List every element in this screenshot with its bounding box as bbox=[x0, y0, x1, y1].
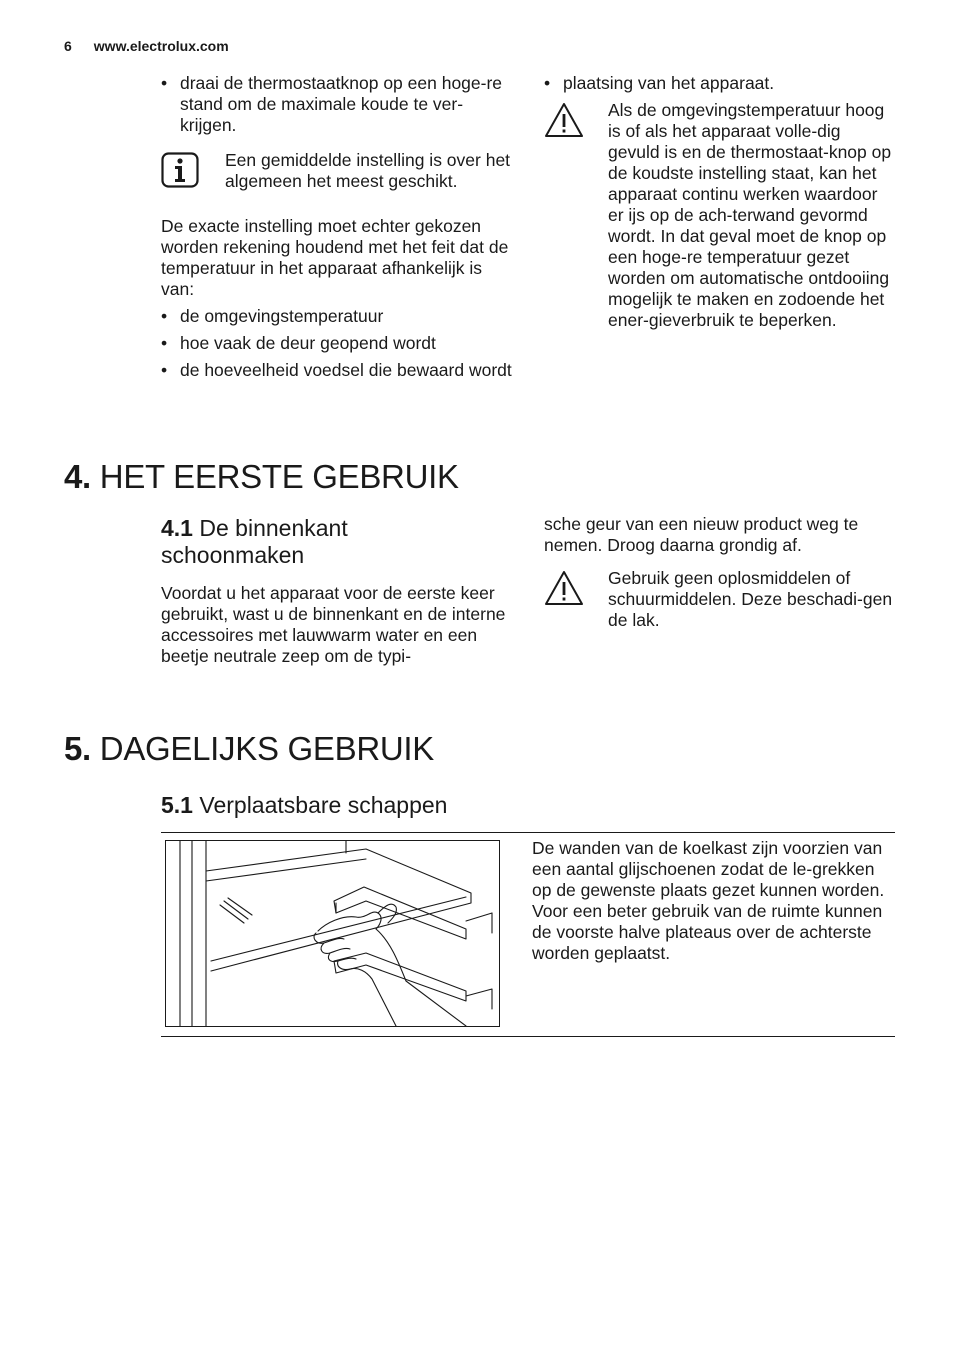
left-column-top bbox=[161, 73, 517, 387]
section-title: HET EERSTE GEBRUIK bbox=[99, 458, 459, 495]
list-item: • draai de thermostaatknop op een hoge-re stand om de maximale koude te ver-krijgen. bbox=[161, 73, 517, 136]
page-number: 6 bbox=[64, 38, 72, 54]
section-title: DAGELIJKS GEBRUIK bbox=[99, 730, 434, 767]
section-4-1-left bbox=[161, 515, 517, 679]
subsection-title: Verplaatsbare schappen bbox=[199, 792, 448, 818]
list-item: • hoe vaak de deur geopend wordt bbox=[161, 333, 517, 354]
list-item: • de omgevingstemperatuur bbox=[161, 306, 517, 327]
paragraph: De wanden van de koelkast zijn voorzien van een aantal glijschoenen zodat de le-grekken op de gewenste plaats gezet kunnen worden. bbox=[532, 838, 885, 900]
warning-note bbox=[544, 568, 896, 631]
bullet-list-placement bbox=[544, 73, 896, 94]
table-bottom-rule bbox=[161, 1036, 895, 1037]
subsection-5-1-heading bbox=[161, 792, 447, 819]
subsection-title: De binnenkant schoonmaken bbox=[161, 515, 348, 568]
warning-icon bbox=[544, 570, 584, 611]
warning-note bbox=[544, 100, 896, 331]
paragraph: De exacte instelling moet echter gekozen worden rekening houdend met het feit dat de temperatuur in het apparaat afhankelijk is van: bbox=[161, 216, 509, 299]
bullet-list-thermostat bbox=[161, 73, 517, 136]
section-number: 5. bbox=[64, 730, 91, 767]
page-header bbox=[64, 38, 251, 54]
website-link[interactable]: www.electrolux.com bbox=[93, 38, 229, 54]
warning-text: Gebruik geen oplosmiddelen of schuurmiddelen. Deze beschadi-gen de lak. bbox=[608, 568, 893, 630]
section-4-1-right bbox=[544, 514, 896, 647]
subsection-number: 4.1 bbox=[161, 515, 193, 541]
info-icon bbox=[161, 152, 199, 193]
warning-text: Als de omgevingstemperatuur hoog is of als het apparaat volle-dig gevuld is en de thermostaat-knop op de koudste instelling staat, kan het apparaat continu werken waardoor er ijs op de ach-terwand gevormd wordt. In dat geval moet de knop op een hoge-re temperatuur gezet worden om automatische ontdooiing mogelijk te maken en zodoende het ener-gieverbruik te beperken. bbox=[608, 100, 892, 330]
list-item: • plaatsing van het apparaat. bbox=[544, 73, 896, 94]
section-5-heading bbox=[64, 730, 434, 768]
subsection-number: 5.1 bbox=[161, 792, 193, 818]
paragraph: Voor een beter gebruik van de ruimte kunnen de voorste halve plateaus over de achterste worden geplaatst. bbox=[532, 901, 883, 963]
info-note-text: Een gemiddelde instelling is over het algemeen het meest geschikt. bbox=[225, 150, 511, 191]
paragraph: sche geur van een nieuw product weg te nemen. Droog daarna grondig af. bbox=[544, 514, 859, 555]
bullet-list-dependencies bbox=[161, 306, 517, 381]
section-5-1-text bbox=[532, 838, 890, 964]
warning-icon bbox=[544, 102, 584, 143]
paragraph: Voordat u het apparaat voor de eerste keer gebruikt, wast u de binnenkant en de interne accessoires met lauwwarm water en een beetje neutrale zeep om de typi- bbox=[161, 583, 506, 666]
subsection-4-1-heading bbox=[161, 515, 401, 569]
section-4-heading bbox=[64, 458, 459, 496]
shelf-hand-illustration bbox=[165, 840, 500, 1027]
info-note bbox=[161, 150, 517, 192]
table-top-rule bbox=[161, 832, 895, 833]
right-column-top bbox=[544, 73, 896, 347]
section-number: 4. bbox=[64, 458, 91, 495]
list-item: • de hoeveelheid voedsel die bewaard wordt bbox=[161, 360, 517, 381]
